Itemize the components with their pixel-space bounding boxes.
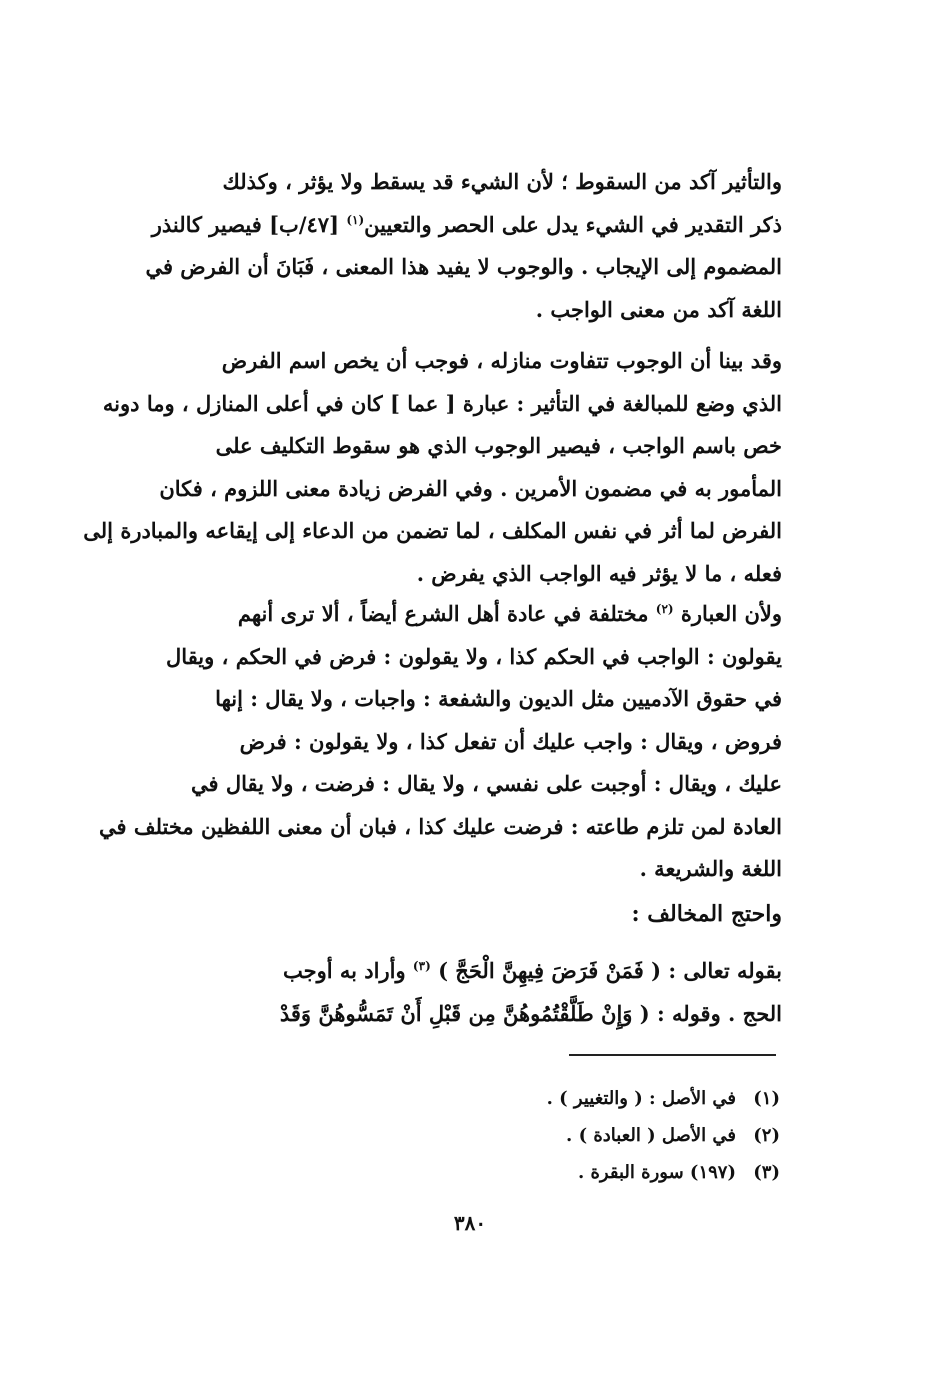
paragraph-line: [132, 593, 782, 636]
paragraph-line: اللغة والشريعة .: [639, 856, 782, 881]
paragraph-line: خص باسم الواجب ، فيصير الوجوب الذي هو سقوط التكليف على: [215, 433, 782, 458]
paragraph-line-text: ولأن العبارة: [680, 601, 782, 626]
paragraph-line-text: وأراد به أوجب: [283, 958, 406, 983]
paragraph-line: الحج . وقوله : ( وَإِنْ طَلَّقْتُمُوهُنَّ مِن قَبْلِ أَنْ تَمَسُّوهُنَّ وَقَدْ: [279, 1000, 782, 1026]
paragraph-line-text: ذكر التقدير في الشيء يدل على الحصر والتعيين: [364, 211, 782, 237]
paragraph-line: والتأثير آكد من السقوط ؛ لأن الشيء قد يسقط ولا يؤثر ، وكذلك: [222, 169, 782, 194]
footnote-number: (٢): [753, 1125, 780, 1146]
footnote-text: (١٩٧) سورة البقرة .: [577, 1162, 736, 1183]
footnote-item: [300, 1080, 780, 1117]
footnote-item: [300, 1154, 780, 1191]
paragraph-line: عليك ، ويقال : أوجبت على نفسي ، ولا يقال : فرضت ، ولا يقال في: [191, 771, 782, 796]
footnote-marker: (٣): [412, 959, 431, 973]
paragraph-line: اللغة آكد من معنى الواجب .: [535, 296, 782, 322]
paragraph-line: وقد بينا أن الوجوب تتفاوت منازله ، فوجب أن يخص اسم الفرض: [221, 348, 782, 373]
paragraph-line-text: [٤٧/ب] فيصير كالنذر: [151, 211, 339, 237]
footnote-item: [300, 1117, 780, 1154]
paragraph-3: [98, 593, 782, 891]
footnote-text: في الأصل : ( والتغيير ) .: [546, 1088, 736, 1109]
paragraph-line-text: بقوله تعالى : ( فَمَنْ فَرَضَ فِيهِنَّ الْحَجَّ ): [438, 958, 782, 983]
footnote-divider: [569, 1054, 776, 1056]
section-heading: واحتج المخالف :: [631, 901, 782, 927]
footnote-text: في الأصل ( العبادة ) .: [566, 1125, 736, 1146]
footnote-number: (٣): [753, 1162, 780, 1183]
paragraph-line: [132, 204, 782, 247]
paragraph-line: [132, 950, 782, 993]
footnote-marker: (٢): [655, 602, 674, 616]
footnotes: [300, 1080, 780, 1191]
paragraph-2: [83, 340, 782, 595]
paragraph-line: في حقوق الآدميين مثل الديون والشفعة : واجبات ، ولا يقال : إنها: [215, 686, 782, 711]
footnote-marker: (١): [346, 212, 365, 227]
paragraph-line: الفرض لما أثر في نفس المكلف ، لما تضمن من الدعاء إلى إيقاعه والمبادرة إلى: [83, 518, 782, 543]
paragraph-line: فعله ، ما لا يؤثر فيه الواجب الذي يفرض .: [416, 560, 782, 586]
paragraph-line: فروض ، ويقال : واجب عليك أن تفعل كذا ، ولا يقولون : فرض: [239, 728, 782, 754]
paragraph-line-text: مختلفة في عادة أهل الشرع أيضاً ، ألا ترى أنهم: [237, 601, 649, 626]
paragraph-1: [132, 161, 782, 331]
footnote-number: (١): [753, 1088, 780, 1109]
paragraph-line: المضموم إلى الإيجاب . والوجوب لا يفيد هذا المعنى ، فَبَانَ أن الفرض في: [145, 254, 782, 279]
paragraph-4: [132, 950, 782, 1035]
paragraph-line: يقولون : الواجب في الحكم كذا ، ولا يقولون : فرض في الحكم ، ويقال: [166, 643, 782, 669]
paragraph-line: العادة لمن تلزم طاعته : فرضت عليك كذا ، فبان أن معنى اللفظين مختلف في: [98, 813, 782, 839]
paragraph-line: المأمور به في مضمون الأمرين . وفي الفرض زيادة معنى اللزوم ، فكان: [159, 475, 782, 501]
paragraph-line: الذي وضع للمبالغة في التأثير : عبارة [ عما ] كان في أعلى المنازل ، وما دونه: [102, 390, 782, 416]
page-number: ٣٨٠: [453, 1211, 487, 1235]
